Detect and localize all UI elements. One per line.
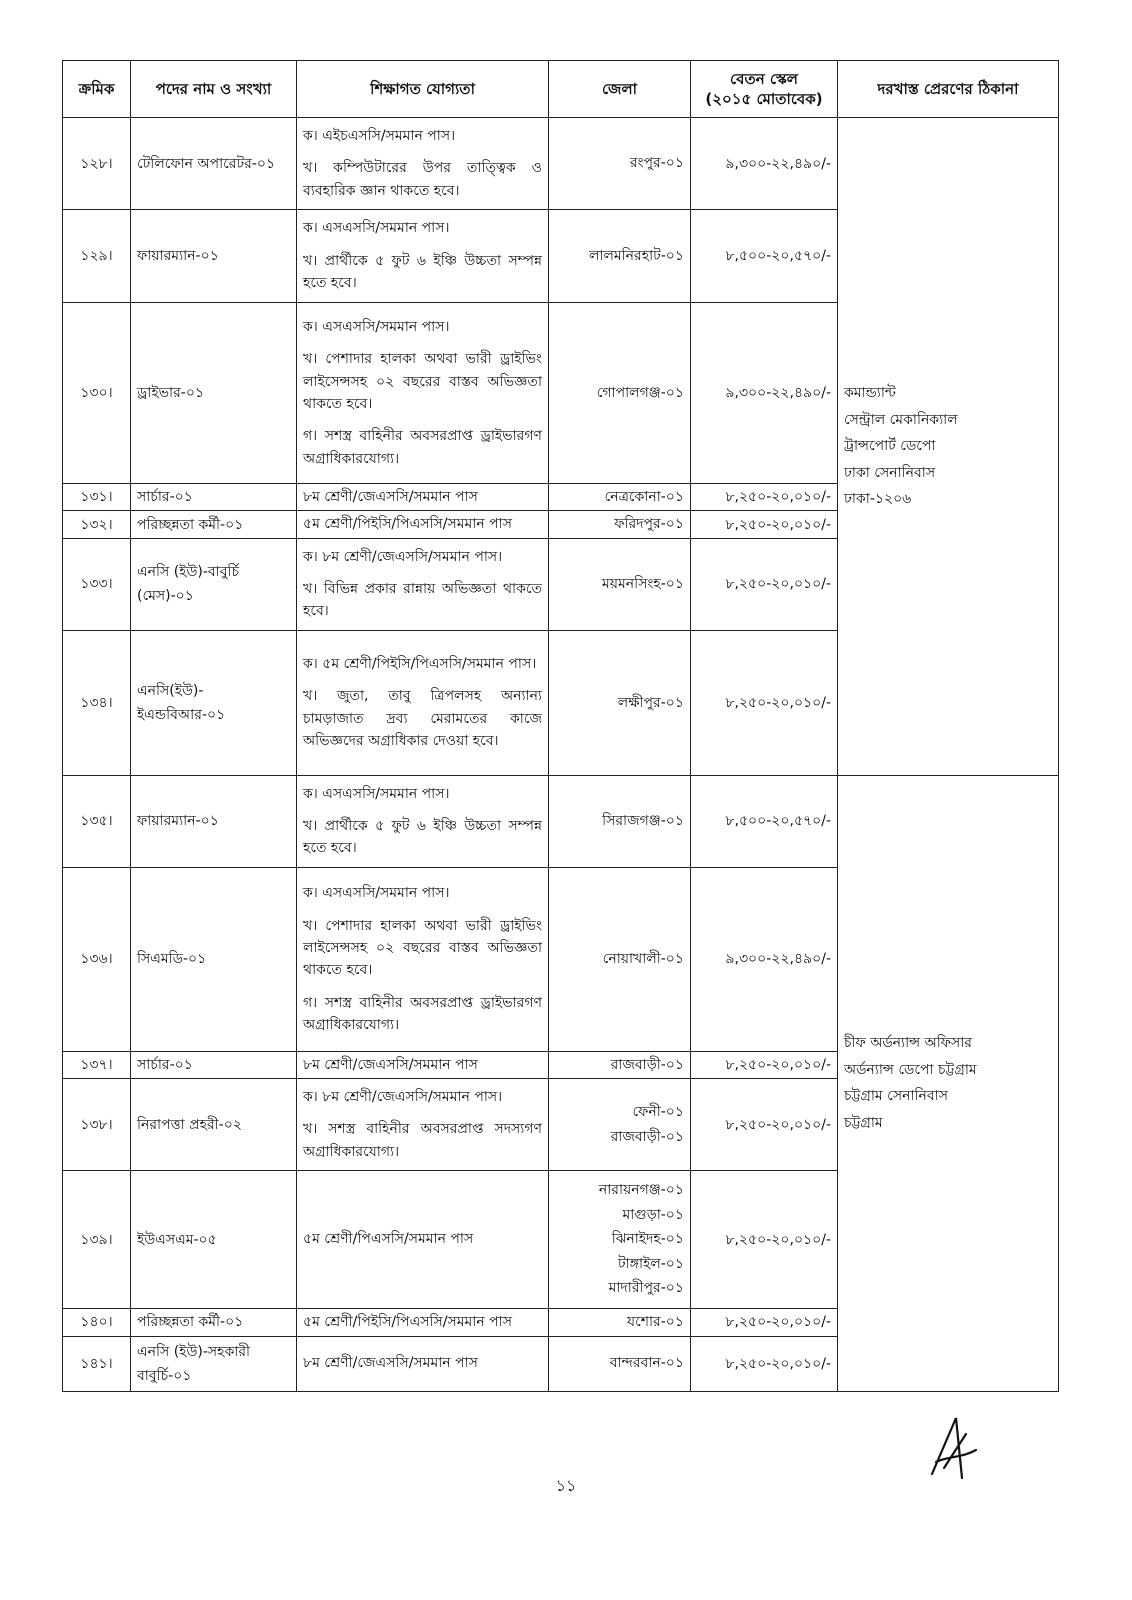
qualification-item: ক। এসএসসি/সমমান পাস। (303, 885, 450, 902)
header-qualification: শিক্ষাগত যোগ্যতা (297, 61, 549, 118)
post-cell: এনসি (ইউ)-বাবুর্চি (মেস)-০১ (131, 538, 297, 630)
district-cell (549, 303, 691, 484)
address-line: ঢাকা-১২০৬ (844, 491, 912, 508)
qualification-cell (297, 1171, 549, 1309)
district-item: মাদারীপুর-০১ (608, 1280, 684, 1297)
district-item: ঝিনাইদহ-০১ (611, 1231, 684, 1248)
qualification-item: খ। পেশাদার হালকা অথবা ভারী ড্রাইভিং লাইসেন্সসহ ০২ বছরের বাস্তব অভিজ্ঞতা থাকতে হবে। (303, 351, 542, 412)
qualification-cell (297, 1336, 549, 1391)
district-cell (549, 484, 691, 511)
qualification-item: ক। ৮ম শ্রেণী/জেএসসি/সমমান পাস। (303, 548, 503, 565)
district-cell (549, 511, 691, 538)
qualification-cell (297, 538, 549, 630)
pay-scale-cell: ৯,৩০০-২২,৪৯০/- (691, 118, 838, 210)
post-cell: সিএমডি-০১ (131, 867, 297, 1051)
post-cell: ড্রাইভার-০১ (131, 303, 297, 484)
qualification-item: ৮ম শ্রেণী/জেএসসি/সমমান পাস (303, 1355, 478, 1372)
district-cell (549, 118, 691, 210)
address-line: চীফ অর্ডন্যান্স অফিসার (844, 1034, 972, 1051)
district-item: বান্দরবান-০১ (609, 1355, 684, 1372)
serial-cell: ১৩৫। (63, 775, 131, 867)
address-line: অর্ডন্যান্স ডেপো চট্টগ্রাম (844, 1061, 977, 1078)
qualification-item: খ। বিভিন্ন প্রকার রান্নায় অভিজ্ঞতা থাকতে হবে। (303, 581, 542, 620)
post-cell: ফায়ারম্যান-০১ (131, 210, 297, 303)
district-cell (549, 1171, 691, 1309)
qualification-cell (297, 303, 549, 484)
post-cell: এনসি (ইউ)-সহকারী বাবুর্চি-০১ (131, 1336, 297, 1391)
recruitment-table (62, 60, 1059, 1392)
district-item: মাগুড়া-০১ (622, 1206, 684, 1223)
address-line: চট্টগ্রাম (844, 1114, 883, 1131)
district-cell (549, 867, 691, 1051)
qualification-item: ক। এসএসসি/সমমান পাস। (303, 318, 450, 335)
address-cell (838, 775, 1059, 1391)
serial-cell: ১৩৩। (63, 538, 131, 630)
qualification-cell (297, 867, 549, 1051)
district-item: নেত্রকোনা-০১ (604, 488, 684, 505)
district-item: ফরিদপুর-০১ (614, 516, 684, 533)
pay-scale-cell: ৮,২৫০-২০,০১০/- (691, 484, 838, 511)
address-line: ট্রান্সপোর্ট ডেপো (844, 438, 936, 455)
qualification-item: গ। সশস্ত্র বাহিনীর অবসরপ্রাপ্ত ড্রাইভারগণ অগ্রাধিকারযোগ্য। (303, 428, 542, 467)
serial-cell: ১৩৭। (63, 1051, 131, 1078)
qualification-cell (297, 118, 549, 210)
serial-cell: ১৩৬। (63, 867, 131, 1051)
post-cell: পরিচ্ছন্নতা কর্মী-০১ (131, 511, 297, 538)
district-item: লক্ষীপুর-০১ (617, 694, 684, 711)
qualification-item: ক। এইচএসসি/সমমান পাস। (303, 127, 456, 144)
district-item: নোয়াখালী-০১ (602, 951, 684, 968)
district-item: রাজবাড়ী-০১ (610, 1128, 684, 1145)
pay-scale-cell: ৮,২৫০-২০,০১০/- (691, 1051, 838, 1078)
qualification-item: খ। পেশাদার হালকা অথবা ভারী ড্রাইভিং লাইসেন্সসহ ০২ বছরের বাস্তব অভিজ্ঞতা থাকতে হবে। (303, 917, 542, 979)
header-pay-scale-line1: বেতন স্কেল (730, 69, 798, 88)
district-item: ফেনী-০১ (632, 1104, 684, 1121)
qualification-item: ৫ম শ্রেণী/পিএসসি/সমমান পাস (303, 1231, 474, 1248)
serial-cell: ১৩০। (63, 303, 131, 484)
pay-scale-cell: ৮,২৫০-২০,০১০/- (691, 1336, 838, 1391)
address-line: ঢাকা সেনানিবাস (844, 464, 936, 481)
post-cell: ইউএসএম-০৫ (131, 1171, 297, 1309)
district-cell (549, 210, 691, 303)
qualification-item: খ। জুতা, তাবু ত্রিপলসহ অন্যান্য চামড়াজাত দ্রব্য মেরামতের কাজে অভিজ্ঞদের অগ্রাধিকার দেওয়া হবে। (303, 688, 542, 750)
qualification-cell (297, 484, 549, 511)
qualification-item: ৮ম শ্রেণী/জেএসসি/সমমান পাস (303, 489, 478, 505)
qualification-item: খ। প্রার্থীকে ৫ ফুট ৬ ইঞ্চি উচ্চতা সম্পন্ন হতে হবে। (303, 252, 542, 292)
qualification-cell (297, 1309, 549, 1336)
pay-scale-cell: ৮,২৫০-২০,০১০/- (691, 511, 838, 538)
district-item: রংপুর-০১ (629, 155, 684, 172)
serial-cell: ১৩৪। (63, 630, 131, 775)
qualification-item: ক। ৮ম শ্রেণী/জেএসসি/সমমান পাস। (303, 1089, 503, 1106)
table-body (63, 118, 1059, 1392)
qualification-item: গ। সশস্ত্র বাহিনীর অবসরপ্রাপ্ত ড্রাইভারগণ অগ্রাধিকারযোগ্য। (303, 994, 542, 1034)
qualification-item: খ। প্রার্থীকে ৫ ফুট ৬ ইঞ্চি উচ্চতা সম্পন্ন হতে হবে। (303, 818, 542, 857)
qualification-cell (297, 1079, 549, 1171)
page-number: ১১ (555, 1476, 577, 1495)
district-item: যশোর-০১ (627, 1314, 684, 1331)
post-cell: নিরাপত্তা প্রহরী-০২ (131, 1079, 297, 1171)
district-cell (549, 630, 691, 775)
pay-scale-cell: ৯,৩০০-২২,৪৯০/- (691, 303, 838, 484)
qualification-item: খ। সশস্ত্র বাহিনীর অবসরপ্রাপ্ত সদস্যগণ অগ্রাধিকারযোগ্য। (303, 1121, 542, 1160)
serial-cell: ১৩৯। (63, 1171, 131, 1309)
qualification-cell (297, 210, 549, 303)
district-item: ময়মনসিংহ-০১ (601, 576, 684, 593)
address-line: চট্টগ্রাম সেনানিবাস (844, 1088, 948, 1105)
pay-scale-cell: ৮,৫০০-২০,৫৭০/- (691, 210, 838, 303)
district-item: লালমনিরহাট-০১ (588, 247, 684, 264)
table-header-row (63, 61, 1059, 118)
qualification-cell (297, 511, 549, 538)
district-cell (549, 1079, 691, 1171)
post-cell: টেলিফোন অপারেটর-০১ (131, 118, 297, 210)
pay-scale-cell: ৮,২৫০-২০,০১০/- (691, 630, 838, 775)
qualification-cell (297, 630, 549, 775)
qualification-item: ৫ম শ্রেণী/পিইসি/পিএসসি/সমমান পাস (303, 1314, 512, 1331)
serial-cell: ১২৯। (63, 210, 131, 303)
district-item: নারায়নগঞ্জ-০১ (598, 1182, 684, 1199)
table-row (63, 775, 1059, 867)
serial-cell: ১৪১। (63, 1336, 131, 1391)
header-serial: ক্রমিক (63, 61, 131, 118)
serial-cell: ১৩১। (63, 484, 131, 511)
qualification-item: ৫ম শ্রেণী/পিইসি/পিএসসি/সমমান পাস (303, 516, 512, 533)
qualification-item: ক। ৫ম শ্রেণী/পিইসি/পিএসসি/সমমান পাস। (303, 656, 537, 672)
district-item: সিরাজগঞ্জ-০১ (602, 813, 684, 830)
serial-cell: ১৩২। (63, 511, 131, 538)
header-post: পদের নাম ও সংখ্যা (131, 61, 297, 118)
post-cell: সার্চার-০১ (131, 484, 297, 511)
serial-cell: ১২৮। (63, 118, 131, 210)
pay-scale-cell: ৮,২৫০-২০,০১০/- (691, 538, 838, 630)
qualification-item: খ। কম্পিউটারের উপর তাত্ত্বিক ও ব্যবহারিক জ্ঞান থাকতে হবে। (303, 160, 542, 199)
post-cell: পরিচ্ছন্নতা কর্মী-০১ (131, 1309, 297, 1336)
address-line: কমান্ড্যান্ট (844, 384, 896, 401)
district-cell (549, 538, 691, 630)
district-cell (549, 775, 691, 867)
header-address: দরখাস্ত প্রেরণের ঠিকানা (838, 61, 1059, 118)
serial-cell: ১৪০। (63, 1309, 131, 1336)
serial-cell: ১৩৮। (63, 1079, 131, 1171)
pay-scale-cell: ৮,২৫০-২০,০১০/- (691, 1309, 838, 1336)
district-cell (549, 1336, 691, 1391)
qualification-cell (297, 775, 549, 867)
pay-scale-cell: ৮,২৫০-২০,০১০/- (691, 1171, 838, 1309)
pay-scale-cell: ৯,৩০০-২২,৪৯০/- (691, 867, 838, 1051)
table-row (63, 118, 1059, 210)
header-pay-scale-line2: (২০১৫ মোতাবেক) (705, 90, 823, 108)
address-cell (838, 118, 1059, 776)
pay-scale-cell: ৮,২৫০-২০,০১০/- (691, 1079, 838, 1171)
district-item: গোপালগঞ্জ-০১ (596, 384, 684, 401)
post-cell: এনসি(ইউ)- ইএন্ডবিআর-০১ (131, 630, 297, 775)
header-district: জেলা (549, 61, 691, 118)
qualification-item: ক। এসএসসি/সমমান পাস। (303, 785, 450, 802)
post-cell: সার্চার-০১ (131, 1051, 297, 1078)
qualification-cell (297, 1051, 549, 1078)
district-item: রাজবাড়ী-০১ (610, 1056, 684, 1073)
header-pay-scale (691, 61, 838, 118)
district-cell (549, 1309, 691, 1336)
address-line: সেন্ট্রাল মেকানিক্যাল (844, 411, 958, 428)
qualification-item: ৮ম শ্রেণী/জেএসসি/সমমান পাস (303, 1056, 478, 1073)
pay-scale-cell: ৮,৫০০-২০,৫৭০/- (691, 775, 838, 867)
district-item: টাঙ্গাইল-০১ (618, 1255, 684, 1272)
district-cell (549, 1051, 691, 1078)
post-cell: ফায়ারম্যান-০১ (131, 775, 297, 867)
qualification-item: ক। এসএসসি/সমমান পাস। (303, 220, 450, 237)
